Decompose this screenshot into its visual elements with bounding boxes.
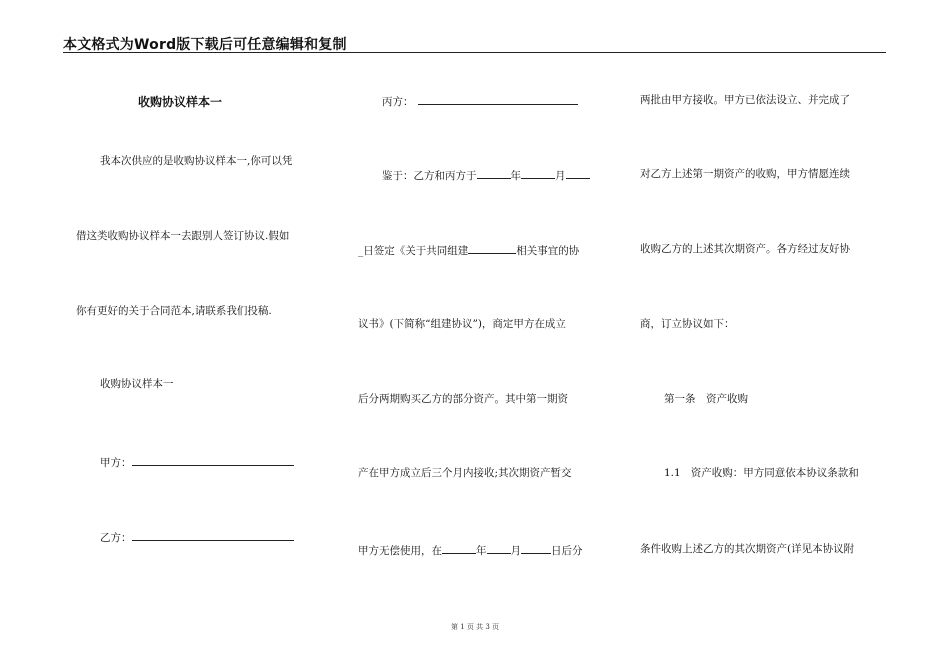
clause-number: 1.1 <box>664 467 681 479</box>
year-blank <box>477 167 511 179</box>
year-blank-2 <box>442 542 476 554</box>
whereas-line-4: 后分两期购买乙方的部分资产。其中第一期资 <box>358 393 568 405</box>
page-number: 第 1 页 共 3 页 <box>450 623 500 631</box>
header-title: 本文格式为Word版下载后可任意编辑和复制 <box>63 37 347 53</box>
col3-line-4: 商，订立协议如下： <box>640 318 735 330</box>
party-a-blank <box>132 454 294 466</box>
party-b-blank <box>132 529 294 541</box>
month-blank <box>521 167 555 179</box>
header-divider <box>63 52 886 53</box>
day-blank <box>566 167 590 179</box>
party-a-line <box>100 454 294 470</box>
day-blank-2 <box>521 542 551 554</box>
whereas-text-2a: _日签定《关于共同组建 <box>358 245 469 257</box>
whereas-text-6d: 日后分 <box>551 545 583 557</box>
party-c-blank <box>418 93 578 105</box>
whereas-line-6 <box>358 542 583 558</box>
party-b-label: 乙方： <box>100 532 132 544</box>
col3-line-7: 条件收购上述乙方的其次期资产(详见本协议附 <box>640 543 855 555</box>
col3-line-2: 对乙方上述第一期资产的收购，甲方情愿连续 <box>640 168 850 180</box>
project-blank <box>468 242 516 254</box>
whereas-line-2 <box>358 242 579 258</box>
month-blank-2 <box>487 542 511 554</box>
party-a-label: 甲方： <box>100 457 132 469</box>
intro-line-2: 借这类收购协议样本一去跟别人签订协议.假如 <box>76 230 290 242</box>
whereas-line-5: 产在甲方成立后三个月内接收;其次期资产暂交 <box>358 467 572 479</box>
year-label: 年 <box>510 170 521 182</box>
whereas-text-6a: 甲方无偿使用，在 <box>358 545 442 557</box>
agreement-subtitle: 收购协议样本一 <box>100 378 174 390</box>
article-heading: 第一条 资产收购 <box>664 393 748 405</box>
year-label-2: 年 <box>476 545 487 557</box>
whereas-text-2b: 相关事宜的协 <box>516 245 580 257</box>
clause-text: 资产收购：甲方同意依本协议条款和 <box>690 467 859 479</box>
col3-line-1: 两批由甲方接收。甲方已依法设立、并完成了 <box>640 94 850 106</box>
party-b-line <box>100 529 294 545</box>
col3-line-3: 收购乙方的上述其次期资产。各方经过友好协 <box>640 243 850 255</box>
month-label-2: 月 <box>510 545 521 557</box>
whereas-text: 鉴于：乙方和丙方于 <box>382 170 477 182</box>
document-title: 收购协议样本一 <box>138 95 223 109</box>
party-c-label: 丙方： <box>382 96 414 108</box>
whereas-line-1 <box>382 167 590 183</box>
party-c-line <box>382 93 578 109</box>
whereas-line-3: 议书》(下简称“组建协议”)，商定甲方在成立 <box>358 318 566 330</box>
clause-1-1 <box>664 466 859 480</box>
intro-line-1: 我本次供应的是收购协议样本一,你可以凭 <box>100 155 293 167</box>
intro-line-3: 你有更好的关于合同范本,请联系我们投稿. <box>76 305 272 317</box>
month-label: 月 <box>555 170 566 182</box>
